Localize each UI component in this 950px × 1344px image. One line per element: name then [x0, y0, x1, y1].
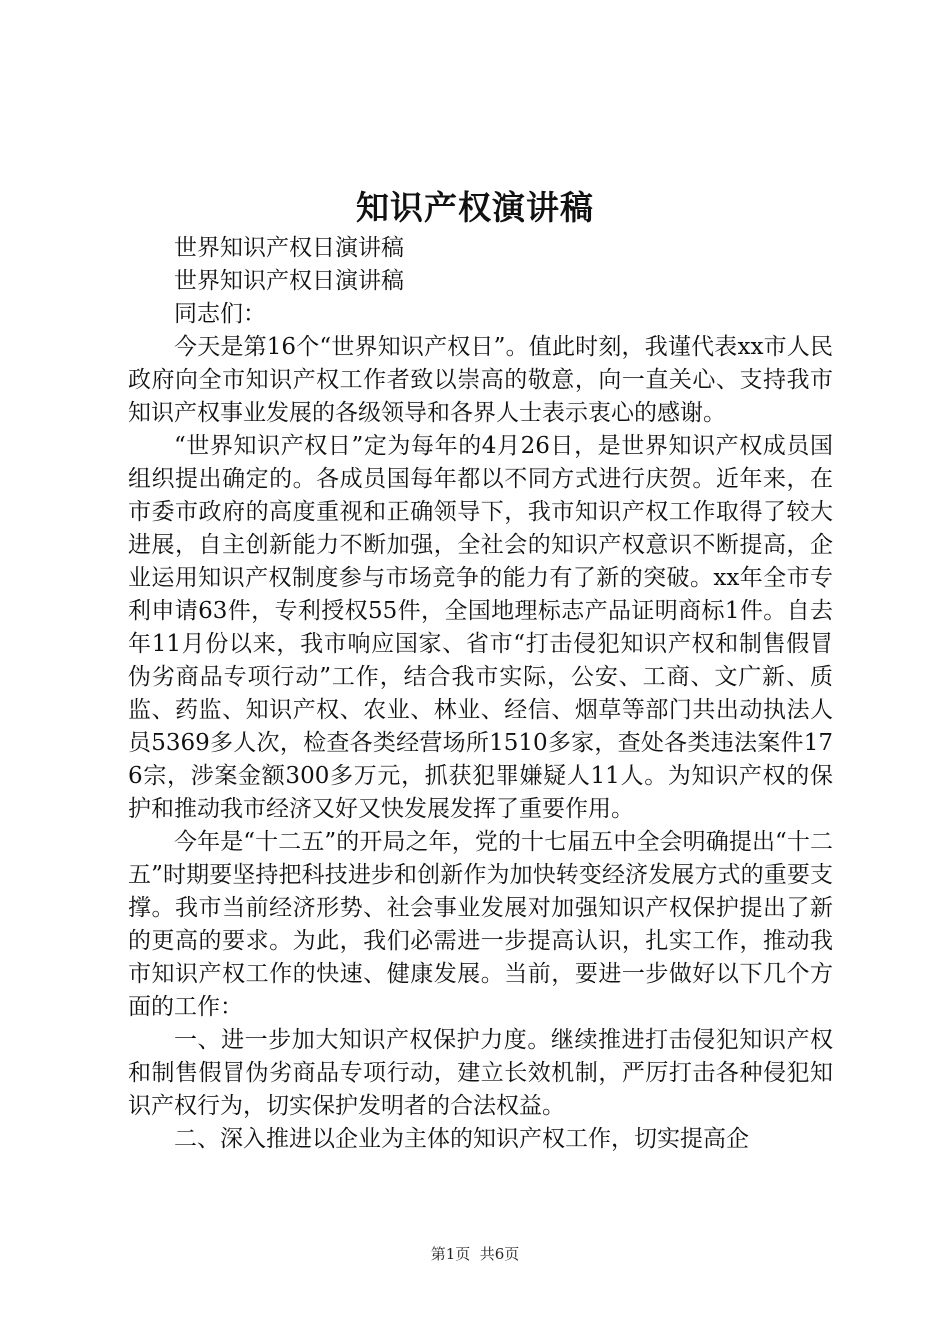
page-number-text: 第1页 共6页: [430, 1245, 520, 1263]
paragraph-point-one: 一、进一步加大知识产权保护力度。继续推进打击侵犯知识产权和制售假冒伪劣商品专项行动，建立长效机制，严厉打击各种侵犯知识产权行为，切实保护发明者的合法权益。: [128, 1027, 833, 1119]
subtitle-line-1: 世界知识产权日演讲稿: [174, 235, 404, 261]
page-number-footer: [0, 1244, 950, 1264]
paragraph-ip-day: “世界知识产权日”定为每年的4月26日，是世界知识产权成员国组织提出确定的。各成员国每年都以不同方式进行庆贺。近年来，在市委市政府的高度重视和正确领导下，我市知识产权工作取得了较大进展，自主创新能力不断加强，全社会的知识产权意识不断提高，企业运用知识产权制度参与市场竞争的能力有了新的突破。xx年全市专利申请63件，专利授权55件，全国地理标志产品证明商标1件。自去年11月份以来，我市响应国家、省市“打击侵犯知识产权和制售假冒伪劣商品专项行动”工作，结合我市实际，公安、工商、文广新、质监、药监、知识产权、农业、林业、经信、烟草等部门共出动执法人员5369多人次，检查各类经营场所1510多家，查处各类违法案件176宗，涉案金额300多万元，抓获犯罪嫌疑人11人。为知识产权的保护和推动我市经济又好又快发展发挥了重要作用。: [128, 433, 833, 822]
paragraph-intro: 今天是第16个“世界知识产权日”。值此时刻，我谨代表xx市人民政府向全市知识产权工作者致以崇高的敬意，向一直关心、支持我市知识产权事业发展的各级领导和各界人士表示衷心的感谢。: [128, 334, 833, 426]
paragraph-twelfth-five-year: 今年是“十二五”的开局之年，党的十七届五中全会明确提出“十二五”时期要坚持把科技进步和创新作为加快转变经济发展方式的重要支撑。我市当前经济形势、社会事业发展对加强知识产权保护提出了新的更高的要求。为此，我们必需进一步提高认识，扎实工作，推动我市知识产权工作的快速、健康发展。当前，要进一步做好以下几个方面的工作：: [128, 829, 833, 1020]
document-title: 知识产权演讲稿: [356, 188, 594, 227]
subtitle-line-2: 世界知识产权日演讲稿: [174, 268, 404, 294]
document-body: [128, 232, 833, 1156]
salutation: 同志们：: [174, 301, 266, 327]
paragraph-point-two: 二、深入推进以企业为主体的知识产权工作，切实提高企: [174, 1126, 749, 1152]
